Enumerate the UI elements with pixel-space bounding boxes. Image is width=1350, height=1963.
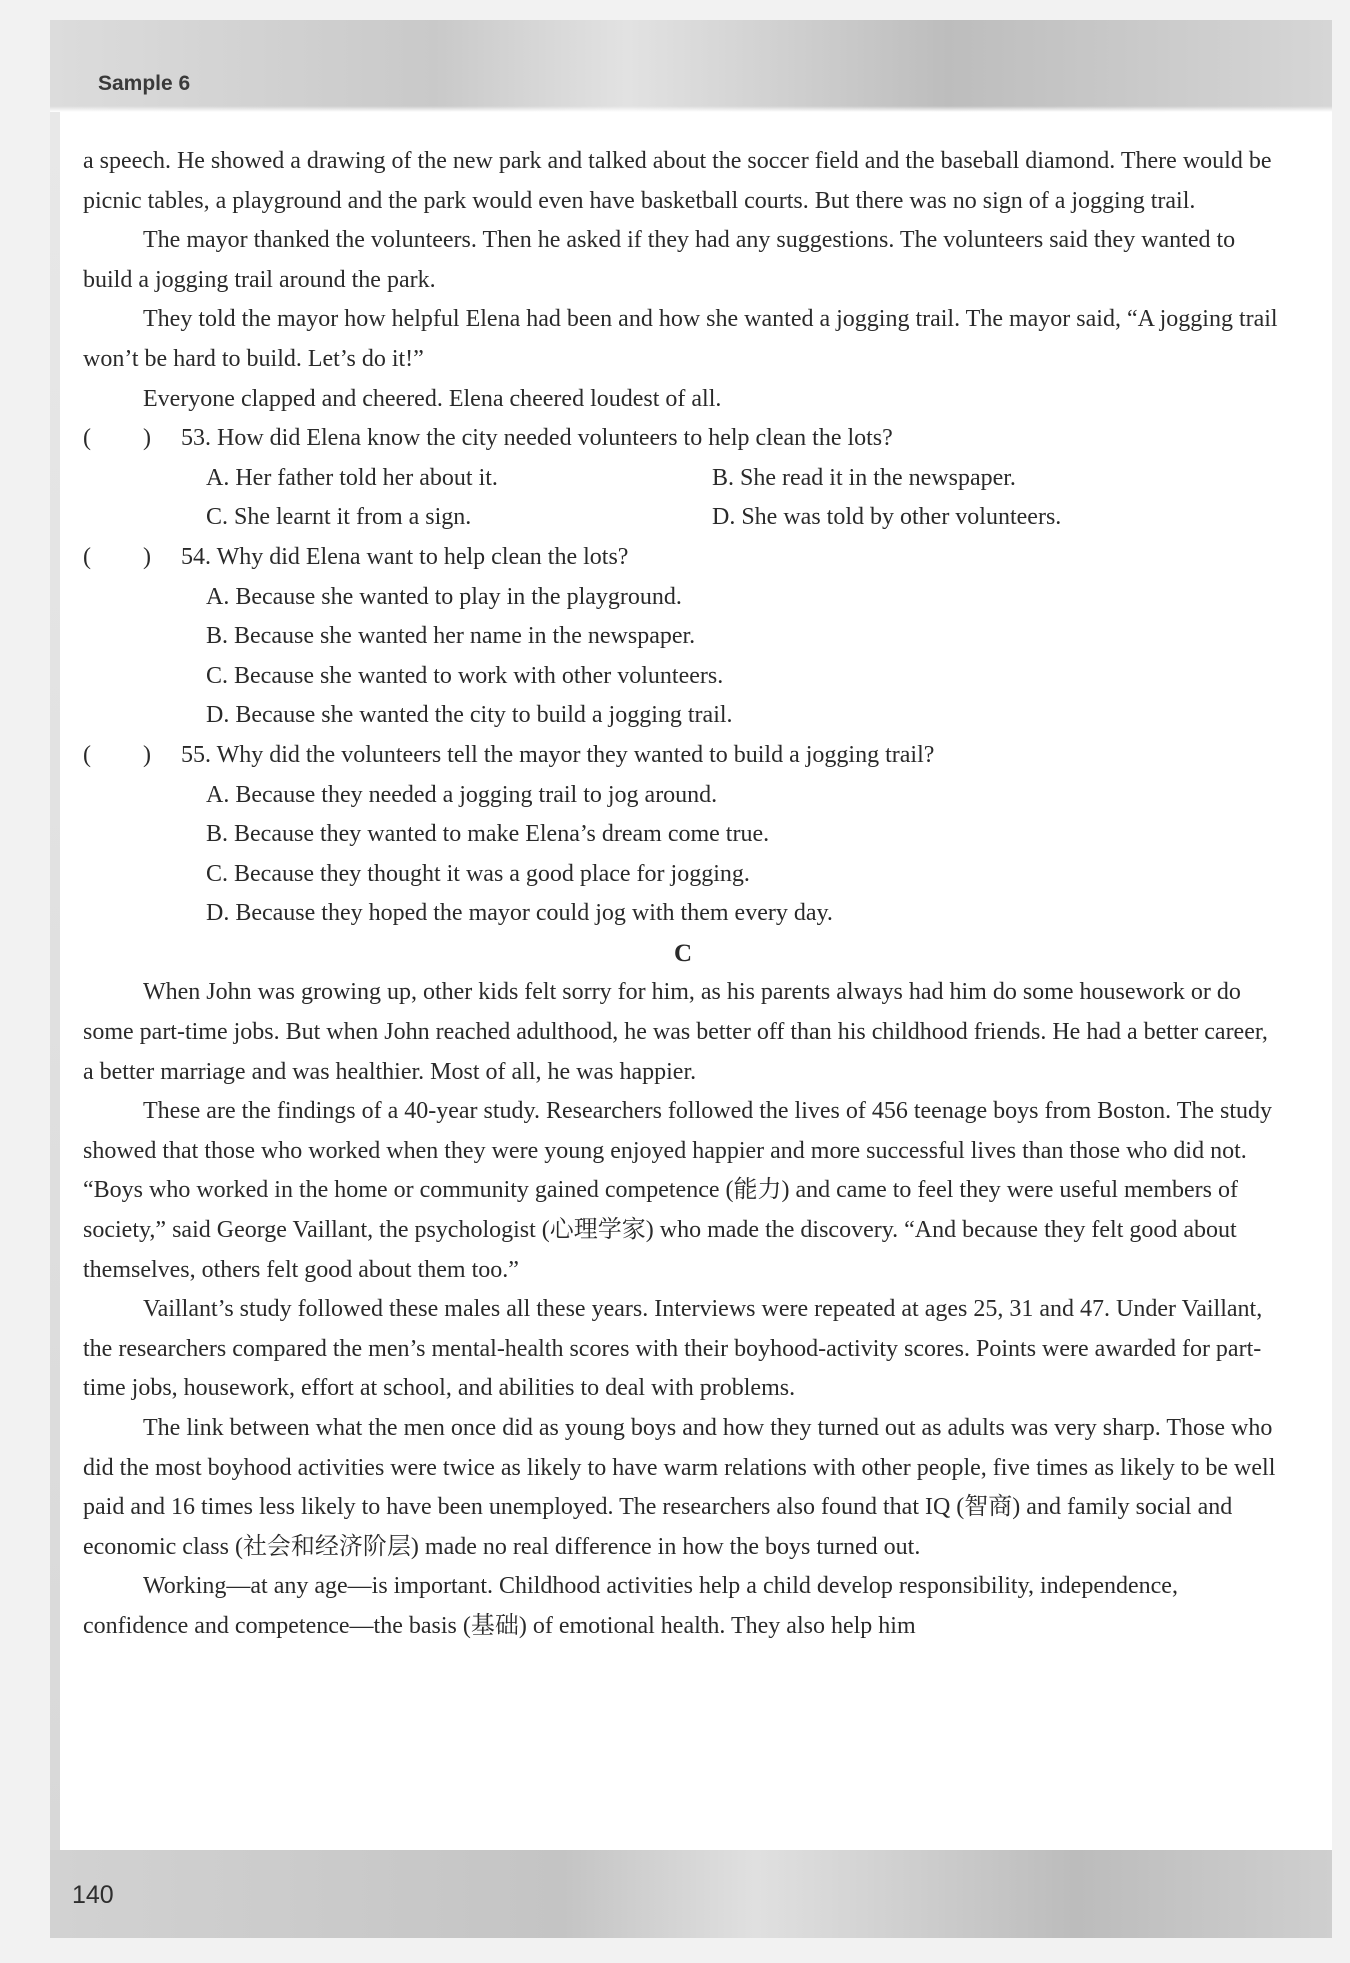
textbook-page xyxy=(50,20,1332,1938)
option-55-c: C. Because they thought it was a good place for jogging. xyxy=(206,860,750,887)
section-c-title: C xyxy=(673,939,693,967)
section-c-paragraph-2: These are the findings of a 40-year study. Researchers followed the lives of 456 teenage boys from Boston. The study showed that those who worked when they were young enjoyed happier and more successful lives than those who did not. “Boys who worked in the home or community gained competence (能力) and came to feel they were useful members of society,” said George Vaillant, the psychologist (心理学家) who made the discovery. “And because they felt good about themselves, others felt good about them too.” xyxy=(83,1098,1273,1283)
option-55-b: B. Because they wanted to make Elena’s dream come true. xyxy=(206,821,770,848)
question-53-text: 53. How did Elena know the city needed volunteers to help clean the lots? xyxy=(181,425,893,452)
option-54-a: A. Because she wanted to play in the playground. xyxy=(206,583,682,610)
sample-label: Sample 6 xyxy=(98,72,191,95)
answer-blank-open[interactable]: ( xyxy=(83,741,91,768)
options-row xyxy=(83,855,1283,895)
intro-paragraph-4: Everyone clapped and cheered. Elena cheered loudest of all. xyxy=(143,385,722,412)
intro-paragraph-3: They told the mayor how helpful Elena had been and how she wanted a jogging trail. The mayor said, “A jogging trail won’t be hard to build. Let’s do it!” xyxy=(83,306,1278,372)
page-number: 140 xyxy=(72,1881,114,1909)
question-54-text: 54. Why did Elena want to help clean the lots? xyxy=(181,543,629,570)
question-55 xyxy=(83,736,1283,776)
answer-blank-close: ) xyxy=(143,741,151,768)
options-row xyxy=(83,617,1283,657)
section-c-paragraph-4: The link between what the men once did as young boys and how they turned out as adults was very sharp. Those who did the most boyhood activities were twice as likely to have warm relations with other people, five times as likely to be well paid and 16 times less likely to have been unemployed. The researchers also found that IQ (智商) and family social and economic class (社会和经济阶层) made no real difference in how the boys turned out. xyxy=(83,1415,1276,1560)
option-54-c: C. Because she wanted to work with other volunteers. xyxy=(206,662,724,689)
page-content xyxy=(83,142,1283,1647)
option-53-a: A. Her father told her about it. xyxy=(206,464,498,491)
question-54 xyxy=(83,538,1283,578)
question-53 xyxy=(83,419,1283,459)
option-54-b: B. Because she wanted her name in the newspaper. xyxy=(206,623,696,650)
section-c-paragraph-1: When John was growing up, other kids felt sorry for him, as his parents always had him do some housework or do some part-time jobs. But when John reached adulthood, he was better off than his childhood friends. He had a better career, a better marriage and was healthier. Most of all, he was happier. xyxy=(83,979,1268,1085)
answer-blank-open[interactable]: ( xyxy=(83,543,91,570)
options-row xyxy=(83,459,1283,499)
answer-blank-open[interactable]: ( xyxy=(83,425,91,452)
answer-blank-close: ) xyxy=(143,543,151,570)
option-55-d: D. Because they hoped the mayor could jog with them every day. xyxy=(206,900,833,927)
answer-blank-close: ) xyxy=(143,425,151,452)
option-53-d: D. She was told by other volunteers. xyxy=(712,504,1062,531)
options-row xyxy=(83,657,1283,697)
options-row xyxy=(83,894,1283,934)
option-54-d: D. Because she wanted the city to build a jogging trail. xyxy=(206,702,733,729)
options-row xyxy=(83,578,1283,618)
options-row xyxy=(83,498,1283,538)
section-c-paragraph-5: Working—at any age—is important. Childhood activities help a child develop responsibility, independence, confidence and competence—the basis (基础) of emotional health. They also help him xyxy=(83,1573,1178,1639)
option-53-c: C. She learnt it from a sign. xyxy=(206,504,472,531)
options-row xyxy=(83,776,1283,816)
options-row xyxy=(83,815,1283,855)
page-header xyxy=(50,20,1332,112)
page-edge-shadow xyxy=(50,112,60,1862)
question-55-text: 55. Why did the volunteers tell the mayor they wanted to build a jogging trail? xyxy=(181,741,935,768)
intro-paragraph-1: a speech. He showed a drawing of the new park and talked about the soccer field and the baseball diamond. There would be picnic tables, a playground and the park would even have basketball courts. But there was no sign of a jogging trail. xyxy=(83,148,1272,214)
options-row xyxy=(83,696,1283,736)
intro-paragraph-2: The mayor thanked the volunteers. Then he asked if they had any suggestions. The volunteers said they wanted to build a jogging trail around the park. xyxy=(83,227,1236,293)
option-55-a: A. Because they needed a jogging trail to jog around. xyxy=(206,781,718,808)
section-c-paragraph-3: Vaillant’s study followed these males all these years. Interviews were repeated at ages 25, 31 and 47. Under Vaillant, the researchers compared the men’s mental-health scores with their boyhood-activity scores. Points were awarded for part-time jobs, housework, effort at school, and abilities to deal with problems. xyxy=(83,1296,1263,1402)
page-footer xyxy=(50,1850,1332,1938)
option-53-b: B. She read it in the newspaper. xyxy=(712,464,1016,491)
